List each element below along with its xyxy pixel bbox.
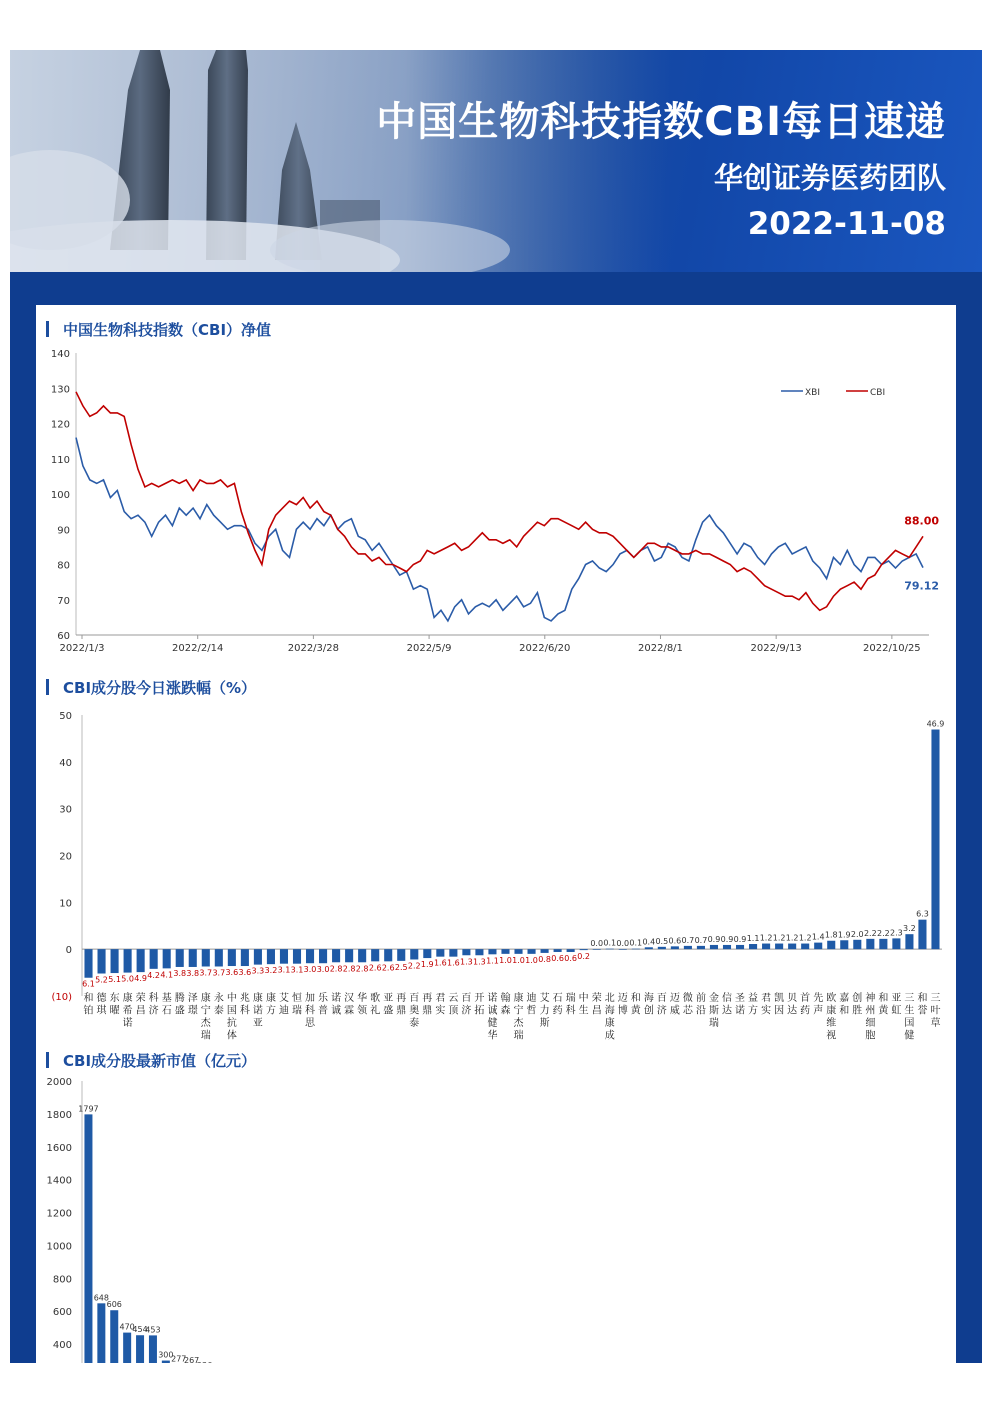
y-tick-label: 130 [50, 384, 70, 396]
bar [162, 1361, 170, 1363]
section-marker [46, 1052, 49, 1068]
bar [749, 944, 757, 949]
section-title-market-cap [46, 1050, 256, 1070]
category-label: 圣诺 [735, 993, 746, 1017]
bar [736, 945, 744, 949]
bar [488, 949, 496, 954]
bar [215, 949, 223, 966]
bar [775, 944, 783, 950]
bar-value-label: 3.7 [199, 968, 213, 978]
bar-value-label: 1.2 [772, 933, 786, 943]
bar [788, 944, 796, 950]
bar [814, 943, 822, 950]
bar [879, 939, 887, 949]
category-label: 德琪 [96, 993, 107, 1017]
bar-value-label: 2.2 [407, 961, 421, 971]
section-title-daily-change [46, 677, 256, 697]
bar-value-label: 1.6 [446, 958, 460, 968]
category-label: 信达 [722, 993, 732, 1017]
x-tick-label: 2022/9/13 [750, 643, 802, 654]
x-tick-label: 2022/8/1 [638, 643, 683, 654]
bar-value-label: 454 [132, 1325, 148, 1335]
y-tick-label: 1000 [46, 1241, 72, 1253]
category-label: 康方 [265, 993, 276, 1017]
category-label: 首药 [800, 993, 811, 1017]
series-line-cbi [76, 392, 923, 611]
bar [97, 1303, 105, 1363]
bar-value-label: 0.5 [655, 936, 669, 946]
category-label: 腾盛 [174, 993, 185, 1017]
category-label: 科济 [148, 993, 159, 1017]
category-label: 再鼎 [396, 993, 407, 1017]
bar-value-label: 1.1 [746, 934, 760, 944]
report-title: 中国生物科技指数CBI每日速递 [376, 99, 946, 145]
bar [449, 949, 457, 956]
series-line-xbi [76, 438, 923, 621]
category-label: 先声 [813, 993, 824, 1017]
category-label: 再鼎 [422, 993, 433, 1017]
skyline-image [10, 50, 670, 272]
category-label: 恒瑞 [292, 993, 302, 1017]
category-label: 中国抗体 [226, 993, 237, 1042]
category-label: 前沿 [695, 993, 706, 1017]
category-label: 创胜 [852, 993, 863, 1017]
y-tick-label: 90 [57, 525, 70, 537]
category-label: 三叶草 [930, 993, 941, 1029]
y-tick-label: 600 [52, 1307, 72, 1319]
bar [541, 949, 549, 953]
category-label: 瑞科 [565, 993, 576, 1017]
category-label: 诺诚 [331, 993, 342, 1017]
category-label: 百济 [461, 993, 472, 1017]
bar-value-label: 236 [196, 1361, 213, 1371]
y-tick-label: 40 [59, 757, 72, 769]
x-tick-label: 2022/6/20 [519, 643, 571, 654]
bar [905, 934, 913, 949]
bar [593, 949, 601, 950]
bar-value-label: 1.9 [837, 930, 851, 940]
bar-value-label: 3.0 [303, 965, 317, 975]
bar-value-label: 0.0 [590, 939, 604, 949]
bar [189, 949, 197, 967]
bar [228, 949, 236, 966]
bar-value-label: 5.0 [121, 974, 134, 984]
y-tick-label: 1400 [46, 1175, 72, 1187]
bar [84, 1114, 92, 1363]
bar [619, 949, 627, 950]
category-label: 亚虹 [891, 993, 902, 1017]
bar-value-label: 2.5 [394, 962, 408, 972]
bar [501, 949, 509, 954]
bar-value-label: 3.6 [225, 968, 239, 978]
category-label: 荣昌 [135, 993, 146, 1017]
bar [554, 949, 562, 952]
bar-value-label: 2.0 [850, 929, 864, 939]
bar [410, 949, 418, 959]
y-tick-label: 80 [57, 560, 70, 572]
bar [866, 939, 874, 949]
bar [436, 949, 444, 956]
y-tick-label: 70 [57, 595, 70, 607]
market-cap-bar-chart: 2004006008001000120014001600180020001797648606470454453300277267236222208168 [36, 1075, 956, 1363]
category-label: 歌礼 [370, 993, 381, 1017]
bar-value-label: 277 [171, 1354, 187, 1364]
daily-change-bar-chart [36, 701, 956, 1046]
bar-value-label: 0.7 [681, 935, 695, 945]
category-label: 亚盛 [383, 993, 394, 1017]
bar-value-label: 1.6 [433, 958, 447, 968]
category-label: 金斯瑞 [708, 993, 719, 1029]
bar [136, 1335, 144, 1363]
bar [267, 949, 275, 964]
bar-value-label: 3.0 [316, 965, 330, 975]
cbi-nav-line-chart [36, 343, 956, 663]
bar-value-label: 2.8 [342, 964, 356, 974]
bar-value-label: 1.2 [798, 933, 812, 943]
bar-value-label: 0.1 [629, 938, 643, 948]
bar [137, 949, 145, 972]
category-label: 东曜 [109, 993, 120, 1017]
category-label: 荣昌 [591, 993, 602, 1017]
category-label: 嘉和 [839, 993, 850, 1017]
header-banner [10, 50, 982, 272]
bar [98, 949, 106, 973]
bar-value-label: 1.0 [499, 955, 512, 965]
section-title-text: CBI成分股最新市值（亿元） [63, 1052, 257, 1070]
category-label: 海创 [643, 993, 654, 1017]
bar-value-label: 2.8 [329, 964, 343, 974]
bar-value-label: 0.2 [577, 952, 591, 962]
category-label: 北海康成 [604, 993, 615, 1042]
bar-value-label: 2.3 [890, 928, 903, 938]
bar-value-label: 4.2 [147, 970, 161, 980]
category-label: 迪哲 [526, 993, 537, 1017]
bar-value-label: 5.2 [95, 975, 108, 985]
y-tick-label: (10) [51, 992, 72, 1003]
bar [475, 949, 483, 955]
category-label: 神州细胞 [865, 993, 876, 1042]
bar-value-label: 3.1 [277, 965, 291, 975]
y-tick-label: 140 [50, 349, 70, 360]
bar-value-label: 1797 [78, 1104, 99, 1114]
section-title-cbi-nav [46, 319, 271, 339]
bar-value-label: 2.6 [381, 963, 395, 973]
category-label: 兆科 [239, 993, 250, 1017]
bar-value-label: 5.1 [108, 975, 121, 985]
bar [606, 949, 614, 950]
x-tick-label: 2022/2/14 [172, 643, 224, 654]
category-label: 艾力斯 [539, 993, 550, 1029]
content-card [36, 305, 956, 1384]
bar-value-label: 0.6 [564, 953, 578, 963]
bar [697, 946, 705, 949]
category-label: 乐普 [318, 993, 329, 1017]
bar [684, 946, 692, 949]
bar [918, 920, 926, 950]
bar-value-label: 0.7 [694, 935, 708, 945]
bar [202, 949, 210, 966]
bar-value-label: 0.1 [603, 938, 617, 948]
section-marker [46, 679, 49, 695]
category-label: 凯因 [774, 993, 785, 1017]
bar [567, 949, 575, 952]
bar [723, 945, 731, 949]
bar-value-label: 2.8 [355, 964, 369, 974]
bar-value-label: 46.9 [926, 719, 945, 729]
category-label: 百济 [656, 993, 667, 1017]
x-tick-label: 2022/3/28 [287, 643, 340, 654]
end-value-label: 79.12 [904, 579, 939, 593]
category-label: 益方 [748, 993, 759, 1017]
bar-value-label: 4.9 [134, 974, 148, 984]
bar [332, 949, 340, 962]
bar-value-label: 1.8 [824, 930, 838, 940]
y-tick-label: 50 [59, 711, 72, 722]
bar-value-label: 0.6 [551, 953, 564, 963]
category-label: 百奥泰 [409, 993, 420, 1029]
bar-value-label: 453 [145, 1325, 161, 1335]
bar-value-label: 3.7 [212, 968, 226, 978]
category-label: 迈博 [617, 993, 628, 1017]
category-label: 康诺亚 [252, 993, 263, 1029]
bar-value-label: 648 [93, 1293, 109, 1303]
y-tick-label: 400 [52, 1340, 72, 1352]
bar [345, 949, 353, 962]
bar-value-label: 0.9 [720, 934, 734, 944]
y-tick-label: 2000 [46, 1077, 72, 1088]
category-label: 和黄 [630, 993, 641, 1017]
bar-value-label: 6.1 [82, 979, 95, 989]
bar-value-label: 6.3 [916, 909, 929, 919]
category-label: 云顶 [448, 993, 459, 1017]
x-tick-label: 2022/10/25 [863, 643, 921, 654]
bar [580, 949, 588, 950]
x-tick-label: 2022/1/3 [59, 643, 105, 654]
bar-value-label: 1.9 [420, 960, 434, 970]
bar [762, 944, 770, 950]
bar [528, 949, 536, 954]
bar-value-label: 0.8 [538, 954, 551, 964]
y-tick-label: 10 [59, 898, 72, 910]
y-tick-label: 30 [59, 804, 72, 816]
y-tick-label: 120 [50, 419, 70, 431]
bar [163, 949, 171, 968]
section-title-text: CBI成分股今日涨跌幅（%） [63, 679, 257, 697]
category-label: 基石 [161, 993, 172, 1017]
bar [423, 949, 431, 958]
team-name: 华创证券医药团队 [713, 161, 946, 195]
bar [840, 940, 848, 949]
bar-value-label: 3.8 [173, 968, 187, 978]
category-label: 欧康维视 [826, 993, 837, 1042]
category-label: 和黄 [878, 993, 889, 1017]
legend-label: CBI [870, 388, 886, 398]
bar [892, 938, 900, 949]
x-tick-label: 2022/5/9 [406, 643, 452, 654]
report-date: 2022-11-08 [747, 206, 946, 242]
category-label: 诺诚健华 [487, 993, 498, 1042]
category-label: 康希诺 [122, 993, 133, 1029]
category-label: 汉霖 [344, 993, 355, 1017]
category-label: 贝达 [787, 993, 798, 1017]
bar [306, 949, 314, 963]
bar [319, 949, 327, 963]
bar-value-label: 0.0 [616, 939, 630, 949]
bar-value-label: 1.4 [811, 932, 825, 942]
report-page [10, 50, 982, 1384]
bar-value-label: 3.1 [290, 965, 304, 975]
end-value-label: 88.00 [904, 514, 939, 528]
y-tick-label: 20 [59, 851, 72, 863]
category-label: 微芯 [682, 993, 693, 1017]
bar-value-label: 470 [119, 1322, 135, 1332]
bar-value-label: 1.0 [525, 955, 538, 965]
category-label: 加科思 [305, 993, 316, 1029]
y-tick-label: 1600 [46, 1142, 72, 1154]
bar [150, 949, 158, 969]
bar [111, 949, 119, 973]
bar-value-label: 0.9 [733, 934, 747, 944]
bar-value-label: 1.2 [759, 933, 773, 943]
category-label: 和誉 [917, 993, 928, 1017]
bar [124, 949, 132, 972]
bar [462, 949, 470, 955]
category-label: 中生 [578, 993, 589, 1017]
y-tick-label: 0 [65, 945, 72, 957]
bar-value-label: 4.1 [160, 970, 174, 980]
bar [149, 1335, 157, 1363]
bar [827, 941, 835, 949]
category-label: 永泰 [213, 993, 224, 1017]
bar-value-label: 1.3 [460, 957, 473, 967]
bar-value-label: 606 [106, 1300, 122, 1310]
legend-label: XBI [805, 388, 820, 398]
bar [384, 949, 392, 961]
bar-value-label: 267 [184, 1355, 200, 1365]
category-label: 和铂 [83, 993, 94, 1017]
bar-value-label: 0.4 [642, 937, 656, 947]
y-tick-label: 1800 [46, 1109, 72, 1121]
category-label: 艾迪 [278, 993, 289, 1017]
bar-value-label: 3.8 [186, 968, 200, 978]
bar [397, 949, 405, 961]
category-label: 开拓 [474, 993, 485, 1017]
bar [632, 949, 640, 950]
y-tick-label: 110 [50, 454, 70, 466]
bar [358, 949, 366, 962]
category-label: 翰森 [500, 993, 511, 1017]
bar [84, 949, 92, 978]
bar [123, 1333, 131, 1363]
category-label: 泽璟 [187, 993, 198, 1017]
category-label: 石药 [552, 993, 563, 1017]
bar-value-label: 2.2 [863, 928, 877, 938]
category-label: 华领 [357, 993, 368, 1017]
bar [710, 945, 718, 949]
bar-value-label: 1.1 [486, 956, 499, 966]
bar [110, 1310, 118, 1363]
y-tick-label: 800 [52, 1274, 72, 1286]
bar [658, 947, 666, 949]
bar [671, 946, 679, 949]
bar [801, 944, 809, 950]
category-label: 三生国健 [904, 993, 915, 1042]
bar [241, 949, 249, 966]
bar-value-label: 1.2 [785, 933, 799, 943]
bar-value-label: 1.0 [512, 955, 525, 965]
bar [293, 949, 301, 964]
section-marker [46, 321, 49, 337]
bar [176, 949, 184, 967]
bar [931, 730, 939, 950]
category-label: 君实 [761, 993, 772, 1017]
bar-value-label: 0.6 [668, 936, 682, 946]
bar [645, 947, 653, 949]
bar-value-label: 3.2 [903, 924, 916, 934]
bar-value-label: 0.9 [707, 934, 721, 944]
category-label: 康宁杰瑞 [513, 993, 524, 1042]
bar-value-label: 2.6 [368, 963, 382, 973]
y-tick-label: 1200 [46, 1208, 72, 1220]
bar [853, 940, 861, 949]
bar-value-label: 3.2 [264, 966, 278, 976]
bar-value-label: 300 [158, 1350, 174, 1360]
bar [254, 949, 262, 964]
bar-value-label: 3.3 [251, 966, 265, 976]
bar-value-label: 2.2 [876, 928, 890, 938]
category-label: 迈威 [669, 993, 680, 1017]
y-tick-label: 100 [50, 490, 70, 501]
category-label: 康宁杰瑞 [200, 993, 211, 1042]
bar [371, 949, 379, 961]
bar-value-label: 3.6 [238, 968, 252, 978]
category-label: 君实 [435, 993, 446, 1017]
bar [514, 949, 522, 954]
bar [280, 949, 288, 964]
section-title-text: 中国生物科技指数（CBI）净值 [63, 321, 272, 339]
y-tick-label: 60 [57, 631, 70, 642]
bar-value-label: 1.3 [473, 957, 486, 967]
